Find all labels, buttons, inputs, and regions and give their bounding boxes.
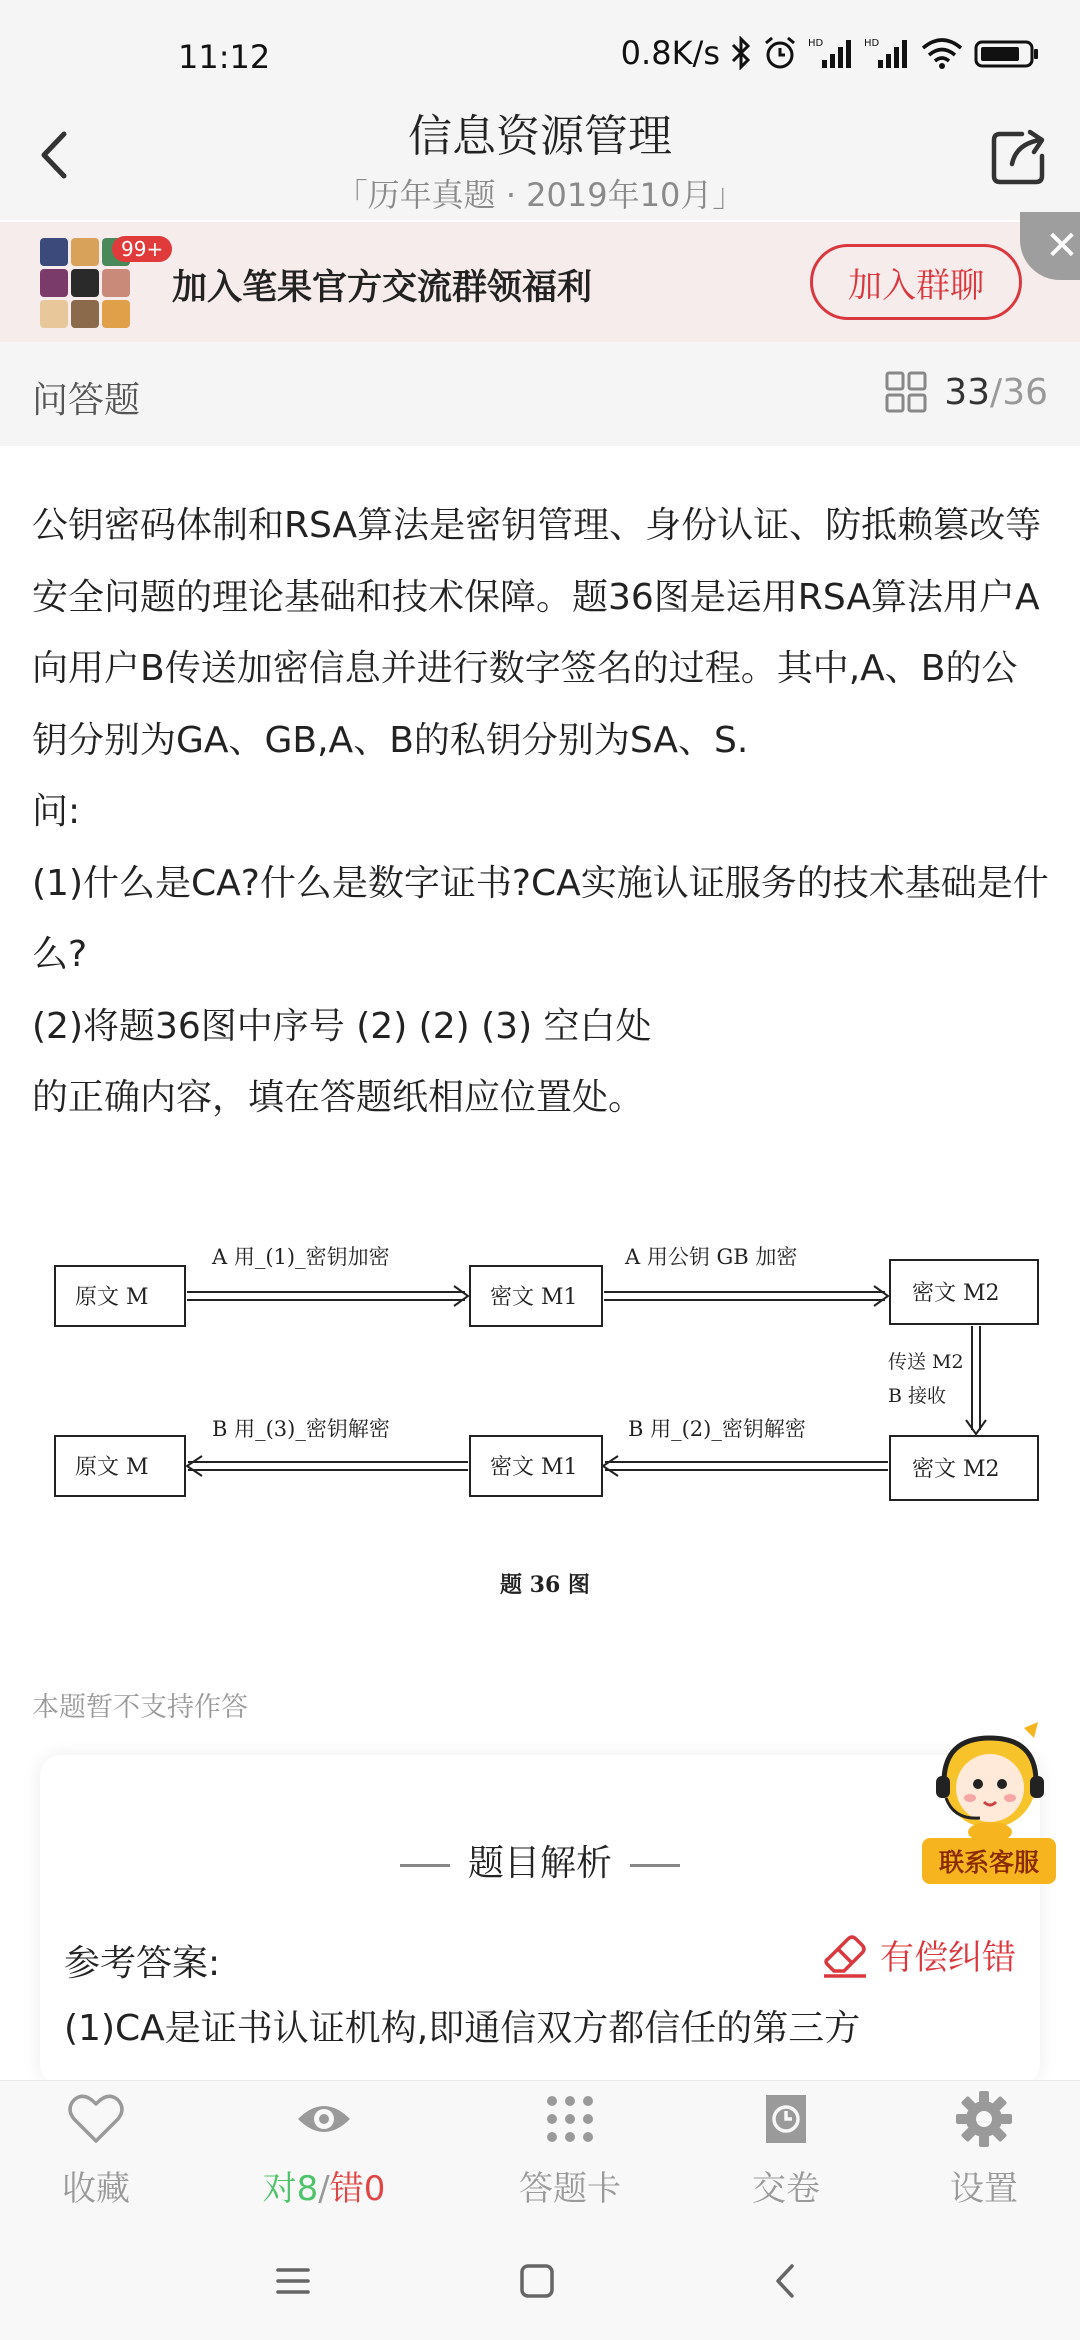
answer-label: 参考答案: xyxy=(64,1943,221,1984)
score-wrong: 错0 xyxy=(329,2169,386,2209)
avatar xyxy=(40,238,68,266)
eye-icon xyxy=(294,2089,354,2149)
avatar xyxy=(40,300,68,328)
diagram-box-label: 原文 M xyxy=(75,1455,149,1480)
avatar xyxy=(40,269,68,297)
customer-service-label: 联系客服 xyxy=(922,1838,1056,1884)
grid-icon xyxy=(884,370,928,414)
diagram-arrow-label: A 用_(1)_密钥加密 xyxy=(212,1245,390,1269)
network-speed: 0.8K/s xyxy=(620,34,720,72)
question-paragraph: 公钥密码体制和RSA算法是密钥管理、身份认证、防抵赖篡改等安全问题的理论基础和技术保障。题36图是运用RSA算法用户A向用户B传送加密信息并进行数字签名的过程。其中,A、B的公钥分别为GA、GB,A、B的私钥分别为SA、S. xyxy=(32,505,1042,761)
signal-hd-icon xyxy=(808,36,854,70)
score-label xyxy=(224,2161,424,2210)
question-type-bar xyxy=(0,342,1080,446)
submit-label: 交卷 xyxy=(752,2169,820,2209)
diagram-box-label: 密文 M1 xyxy=(490,1285,578,1310)
group-count-badge: 99+ xyxy=(112,236,172,262)
settings-button[interactable] xyxy=(884,2081,1080,2221)
svg-text:HD: HD xyxy=(864,38,880,49)
question-paragraph: (2)将题36图中序号 (2) (2) (3) 空白处 xyxy=(32,1005,652,1047)
diagram-arrow-label: 传送 M2 xyxy=(888,1351,964,1373)
avatar xyxy=(71,300,99,328)
join-group-button[interactable]: 加入群聊 xyxy=(810,244,1022,320)
diagram-arrow-label: A 用公钥 GB 加密 xyxy=(625,1245,798,1269)
close-icon: ✕ xyxy=(1045,223,1079,269)
correction-button[interactable] xyxy=(820,1929,1016,1979)
avatar xyxy=(102,300,130,328)
diagram-box-label: 密文 M2 xyxy=(912,1457,1000,1482)
diagram-arrow-head xyxy=(874,1286,888,1306)
settings-label: 设置 xyxy=(950,2169,1018,2209)
home-icon[interactable] xyxy=(512,2256,562,2306)
banner-text: 加入笔果官方交流群领福利 xyxy=(172,268,593,308)
wifi-icon xyxy=(920,36,964,70)
diagram-box-label: 原文 M xyxy=(75,1285,149,1310)
signal-hd-icon xyxy=(864,36,910,70)
diagram-arrow-label: B 接收 xyxy=(888,1385,947,1407)
page-subtitle: 「历年真题 · 2019年10月」 xyxy=(335,176,745,214)
mascot-icon xyxy=(920,1720,1060,1850)
diagram-arrow-head xyxy=(603,1456,618,1476)
avatar xyxy=(71,269,99,297)
submit-button[interactable] xyxy=(686,2081,886,2221)
diagram-caption: 题 36 图 xyxy=(500,1572,590,1598)
diagram-arrow xyxy=(187,1292,465,1300)
status-icons xyxy=(621,34,1040,72)
answer-card-label: 答题卡 xyxy=(519,2169,621,2209)
dots-grid-icon xyxy=(540,2089,600,2149)
diagram-arrow-head xyxy=(454,1286,468,1306)
system-nav-bar xyxy=(0,2220,1080,2340)
question-body xyxy=(32,490,1052,1134)
question-paragraph: (1)什么是CA?什么是数字证书?CA实施认证服务的技术基础是什么? xyxy=(32,862,1049,975)
diagram-arrow-label: B 用_(3)_密钥解密 xyxy=(212,1417,390,1441)
no-answer-note: 本题暂不支持作答 xyxy=(32,1692,248,1723)
diagram-arrow xyxy=(605,1462,888,1470)
heart-icon xyxy=(66,2089,126,2149)
diagram-arrow xyxy=(604,1292,885,1300)
current-question: 33 xyxy=(944,371,991,413)
question-type: 问答题 xyxy=(32,380,141,421)
gear-icon xyxy=(954,2089,1014,2149)
diagram-arrow-label: B 用_(2)_密钥解密 xyxy=(628,1417,806,1441)
diagram-arrow-head xyxy=(187,1456,202,1476)
avatar xyxy=(102,269,130,297)
diagram-box-label: 密文 M2 xyxy=(912,1281,1000,1306)
answer-text: (1)CA是证书认证机构,即通信双方都信任的第三方 xyxy=(64,2008,861,2049)
alarm-icon xyxy=(762,35,798,71)
group-banner[interactable] xyxy=(0,222,1080,342)
question-diagram xyxy=(40,1230,1050,1610)
counter-separator: / xyxy=(990,371,1003,413)
bluetooth-icon xyxy=(730,36,752,70)
correction-label: 有偿纠错 xyxy=(880,1937,1016,1978)
question-counter[interactable] xyxy=(884,370,1048,414)
eraser-icon xyxy=(820,1929,870,1979)
analysis-title-text: 题目解析 xyxy=(467,1843,612,1884)
question-paragraph: 问: xyxy=(32,791,81,832)
submit-clock-icon xyxy=(756,2089,816,2149)
score-button[interactable] xyxy=(224,2081,424,2221)
score-right: 对8 xyxy=(262,2169,319,2209)
diagram-arrow xyxy=(188,1462,468,1470)
favorite-label: 收藏 xyxy=(62,2169,130,2209)
answer-card-button[interactable] xyxy=(470,2081,670,2221)
customer-service-widget[interactable] xyxy=(920,1720,1060,1890)
svg-text:HD: HD xyxy=(808,38,824,49)
status-time: 11:12 xyxy=(178,38,271,76)
avatar xyxy=(71,238,99,266)
share-button[interactable] xyxy=(986,124,1052,190)
header xyxy=(0,90,1080,220)
diagram-arrow-head xyxy=(966,1420,986,1434)
score-separator: / xyxy=(318,2169,330,2209)
total-questions: 36 xyxy=(1002,371,1048,413)
favorite-button[interactable] xyxy=(0,2081,196,2221)
menu-icon[interactable] xyxy=(268,2256,318,2306)
analysis-title xyxy=(40,1835,1040,1886)
back-nav-icon[interactable] xyxy=(762,2256,812,2306)
page-title: 信息资源管理 xyxy=(408,111,672,162)
question-paragraph: 的正确内容，填在答题纸相应位置处。 xyxy=(32,1077,645,1118)
analysis-card xyxy=(40,1755,1040,2085)
diagram-arrow xyxy=(972,1326,980,1430)
bottom-toolbar xyxy=(0,2080,1080,2220)
diagram-box-label: 密文 M1 xyxy=(490,1455,578,1480)
battery-icon xyxy=(974,36,1040,70)
